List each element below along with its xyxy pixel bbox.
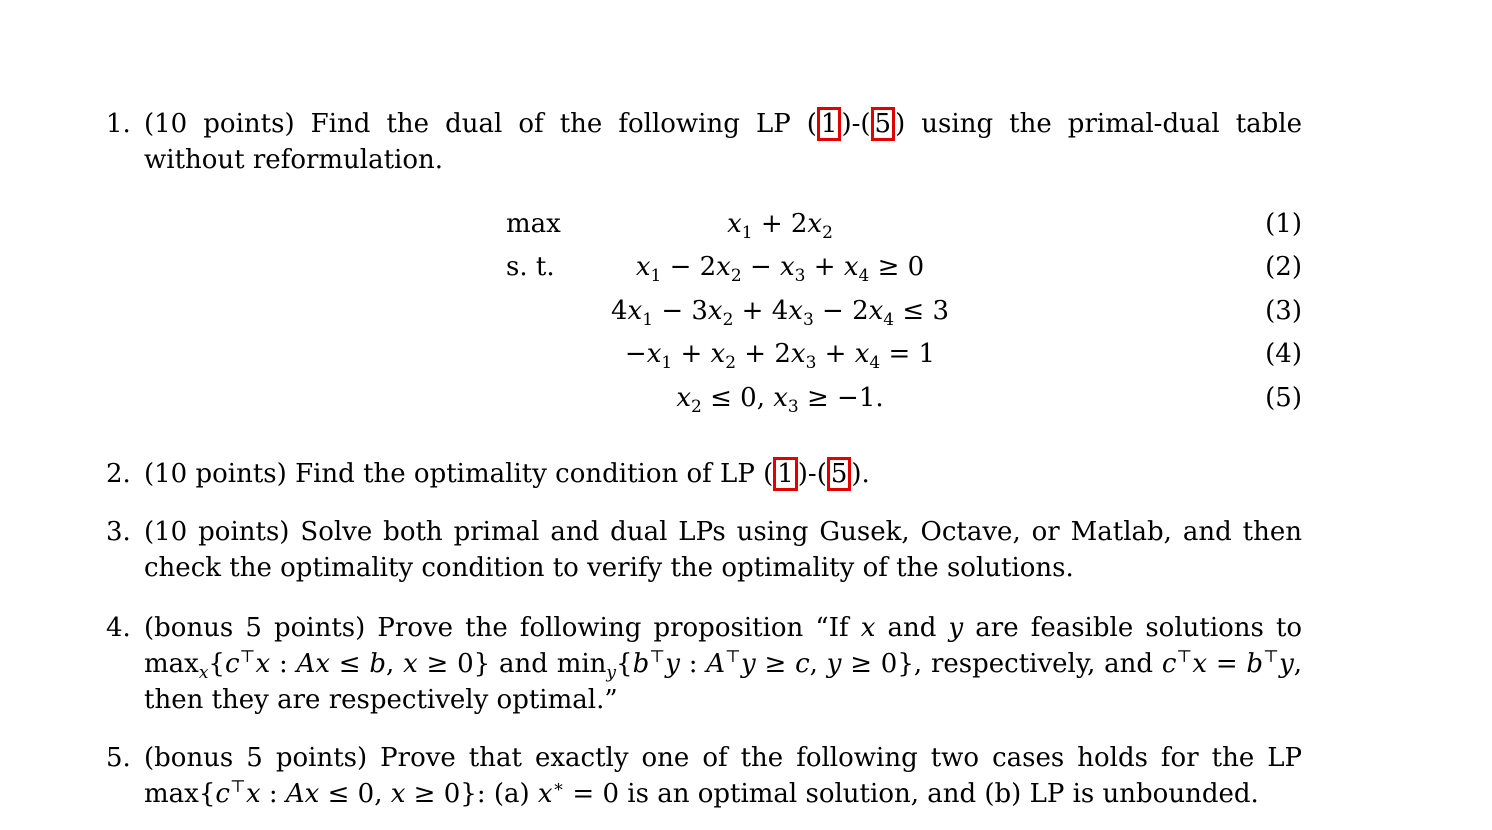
problem-text: Solve both primal and dual LPs using Gusek, Octave, or Matlab, and then check the optimality condition to verify the optimality of the solutions. [144, 517, 1302, 583]
problem-4 [106, 610, 1302, 718]
points-label: (bonus 5 points) [144, 743, 368, 773]
lp-formulation [0, 200, 1492, 430]
equation-tag: (4) [1265, 339, 1302, 369]
math-expression: x∗ = 0 [537, 777, 619, 809]
objective-label: max [506, 209, 561, 239]
problem-number: 4. [106, 613, 131, 643]
problem-text: )-( [797, 459, 827, 489]
problem-text: , respectively, and [913, 649, 1154, 679]
problem-text: )-( [841, 109, 871, 139]
equation-row [0, 378, 1492, 418]
equation-row [0, 334, 1492, 374]
equation-row [0, 204, 1492, 244]
problem-text: are feasible solutions to [975, 613, 1303, 643]
equation-row [0, 291, 1492, 331]
problem-1 [106, 106, 1302, 178]
problem-text: Find the dual of the following LP ( [310, 109, 817, 139]
problem-text: ) using the primal-dual table without reformulation. [144, 109, 1303, 175]
equation-reference-link[interactable]: 1 [773, 457, 798, 491]
math-expression: $\max_x\{c^⊤x$ : Ax ≤ b, x ≥ 0} [144, 647, 491, 683]
math-expression: $\min_y\{b^⊤y$ : A⊤y ≥ c, y ≥ 0} [556, 647, 914, 683]
problem-body [144, 514, 1302, 586]
problem-body [144, 106, 1302, 178]
equation-tag: (3) [1265, 296, 1302, 326]
equation-row [0, 247, 1492, 287]
math-expression: c⊤x = b⊤y [1161, 647, 1294, 679]
points-label: (10 points) [144, 517, 290, 547]
math-expression: max{c⊤x : Ax ≤ 0, x ≥ 0} [144, 777, 477, 809]
problem-text: is an optimal solution, and (b) LP is unbounded. [627, 779, 1259, 809]
problem-text: Prove that exactly one of the following two cases holds for the LP [380, 743, 1302, 773]
problem-number: 5. [106, 743, 131, 773]
problem-3 [106, 514, 1302, 586]
equation-expression: $4x_1 - 3x_2 + 4x_3 - 2x_4 \le 3$ [611, 296, 949, 330]
equation-expression: $x_2 \le 0$, $x_3 \ge -1$. [676, 383, 884, 417]
problem-number: 2. [106, 459, 131, 489]
problem-text: , then they are respectively optimal.” [144, 649, 1303, 715]
equation-tag: (1) [1265, 209, 1302, 239]
equation-expression: $-x_1 + x_2 + 2x_3 + x_4 = 1$ [624, 339, 936, 373]
problem-number: 1. [106, 109, 131, 139]
equation-reference-link[interactable]: 5 [827, 457, 852, 491]
equation-expression: $x_1 + 2x_2$ [727, 209, 833, 243]
problem-text: and [499, 649, 548, 679]
equation-reference-link[interactable]: 5 [871, 107, 896, 141]
problem-text: and [887, 613, 937, 643]
equation-reference-link[interactable]: 1 [817, 107, 842, 141]
points-label: (bonus 5 points) [144, 613, 366, 643]
problem-body [144, 456, 1302, 492]
problem-number: 3. [106, 517, 131, 547]
problem-body [144, 610, 1302, 718]
equation-tag: (2) [1265, 252, 1302, 282]
problem-5 [106, 740, 1302, 812]
math-variable: y [948, 613, 964, 643]
points-label: (10 points) [144, 459, 287, 489]
problem-2 [106, 456, 1302, 492]
points-label: (10 points) [144, 109, 295, 139]
equation-tag: (5) [1265, 383, 1302, 413]
equation-expression: $x_1 - 2x_2 - x_3 + x_4 \ge 0$ [635, 252, 925, 286]
constraint-label: s. t. [506, 252, 555, 282]
problem-text: Find the optimality condition of LP ( [295, 459, 774, 489]
problem-text: ). [851, 459, 870, 489]
problem-text: : (a) [476, 779, 530, 809]
math-variable: x [860, 613, 876, 643]
problem-body [144, 740, 1302, 812]
problem-text: Prove the following proposition “If [377, 613, 849, 643]
